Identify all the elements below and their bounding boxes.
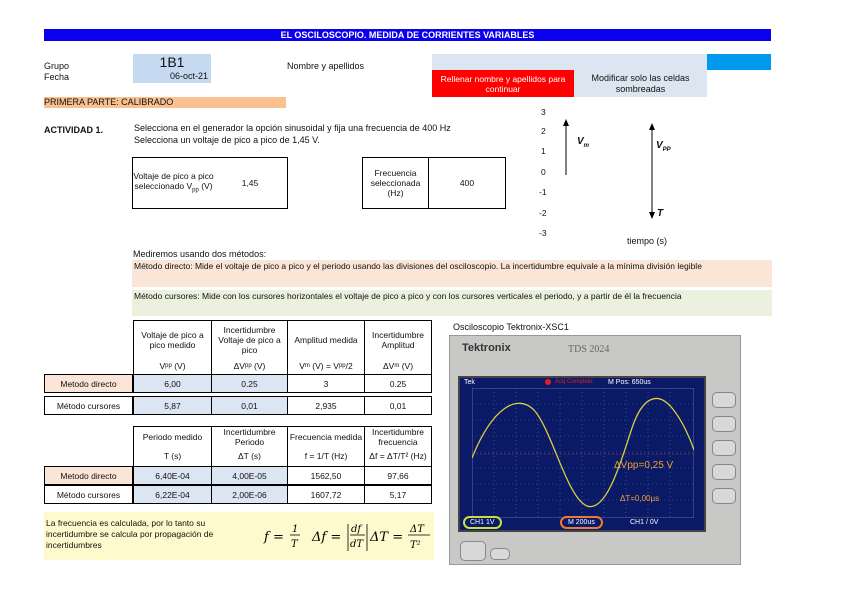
t2-unit-3: Δf = ΔT/T² (Hz) [364,446,432,466]
actividad-line1: Selecciona en el generador la opción sinusoidal y fija una frecuencia de 400 Hz [134,123,451,133]
ytick-0: 0 [541,167,546,177]
svg-text:Δf =: Δf = [312,530,342,545]
status-acq: Acq Complete [555,379,593,385]
svg-text:df: df [351,524,362,535]
t1-cell[interactable]: 6,00 [133,374,212,393]
t1-unit-2: V m (V) = V pp /2 [287,358,364,374]
scope-screen [458,376,706,532]
t2-header-2: Frecuencia medida [287,426,364,446]
t1-cell[interactable]: 0.25 [211,374,288,393]
svg-text:T²: T² [410,540,421,551]
t2-cell[interactable]: 6,40E-04 [133,466,212,485]
power-button[interactable] [460,541,486,561]
t1-unit-0: V pp (V) [133,358,211,374]
method-direct-desc: Método directo: Mide el voltaje de pico a pico y el periodo usando las divisiones del osciloscopio. La incertidumbre equivale a la mínima división legible [132,260,772,287]
t2-cell: 97,66 [364,466,432,485]
formula-svg [262,519,432,555]
vpp-arrowhead-bottom [649,212,655,219]
page-title: EL OSCILOSCOPIO. MEDIDA DE CORRIENTES VARIABLES [44,29,771,41]
ytick-m2: -2 [539,208,547,218]
grupo-value[interactable]: 1B1 [133,54,211,70]
section-header: PRIMERA PARTE: CALIBRADO [44,97,286,108]
t1-cell: 0.25 [364,374,432,393]
t1-unit-3: ΔV m (V) [364,358,432,374]
scope-brand: Tektronix [462,342,511,354]
t2-cell[interactable]: 4,00E-05 [211,466,288,485]
axis-arrows [555,115,685,225]
dt-readout: ΔT=0,00μs [620,494,660,503]
t2-row-label-cursors: Método cursores [44,485,133,504]
svg-text:ΔT =: ΔT = [370,530,404,545]
t1-header-3: Incertidumbre Amplitud [364,320,432,358]
formula-equation [262,519,432,559]
oscilloscope [449,335,741,565]
menu-button-5[interactable] [712,488,736,504]
period-label: T [657,208,664,219]
grupo-label: Grupo [44,61,70,71]
menu-button-1[interactable] [712,392,736,408]
waveform [472,398,694,506]
t1-header-0: Voltaje de pico a pico medido [133,320,211,358]
t2-header-3: Incertidumbre frecuencia [364,426,432,446]
svg-text:dT: dT [350,539,364,550]
menu-button-2[interactable] [712,416,736,432]
svg-text:T: T [291,539,298,550]
vpp-selected-label [132,157,214,209]
t2-unit-2: f = 1/T (Hz) [287,446,364,466]
vpp-selected-value[interactable]: 1,45 [213,157,288,209]
t2-cell: 5,17 [364,485,432,504]
svg-text:1: 1 [292,524,299,535]
warning-box: Rellenar nombre y apellidos para continuar [432,70,574,97]
color-block [707,54,771,70]
svg-text:ΔT: ΔT [410,524,424,535]
fecha-value[interactable]: 06-oct-21 [133,70,211,83]
t1-row-label-cursors: Método cursores [44,396,133,415]
scope-grid [472,388,694,518]
x-axis-label: tiempo (s) [627,236,668,246]
freq-selected-label: Frecuencia seleccionada (Hz) [362,157,428,209]
freq-selected-value[interactable]: 400 [428,157,506,209]
t2-header-0: Periodo medido [133,426,211,446]
ytick-1: 1 [541,146,546,156]
timebase-readout: M 200us [560,516,603,529]
t1-row-label-direct: Metodo directo [44,374,133,393]
method-cursors-desc: Método cursores: Mide con los cursores horizontales el voltaje de pico a pico y con los cursores verticales el periodo, y a partir de él la frecuencia [132,290,772,316]
t1-cell[interactable]: 0,01 [211,396,288,415]
formula-note: La frecuencia es calculada, por lo tanto su incertidumbre se calcula por propagación de incertidumbres [46,518,214,550]
ytick-m3: -3 [539,228,547,238]
t1-cell: 3 [287,374,365,393]
vpp-label: $V_{PP}$ [656,140,671,153]
status-tek: Tek [464,379,475,386]
vpp-selected-text: Voltaje de pico a pico seleccionado $V_{pp}$ (V) [133,170,214,194]
t2-unit-0: T (s) [133,446,211,466]
t1-header-2: Amplitud medida [287,320,364,358]
t2-cell[interactable]: 2,00E-06 [211,485,288,504]
t1-cell: 2,935 [287,396,365,415]
trigger-readout: CH1 / 0V [630,519,659,526]
menu-button-4[interactable] [712,464,736,480]
methods-intro: Mediremos usando dos métodos: [133,249,267,259]
nombre-label: Nombre y apellidos [287,61,365,71]
vm-arrowhead [563,119,569,126]
t2-row-label-direct: Metodo directo [44,466,133,485]
usb-port [490,548,510,560]
note-box: Modificar solo las celdas sombreadas [574,70,707,97]
fecha-label: Fecha [44,72,70,82]
ch1-readout: CH1 1V [463,516,502,529]
t1-header-1: Incertidumbre Voltaje de pico a pico [211,320,287,358]
t2-cell[interactable]: 6,22E-04 [133,485,212,504]
vm-label: $V_m$ [577,136,590,149]
t2-header-1: Incertidumbre Periodo [211,426,287,446]
svg-text:f =: f = [264,530,284,545]
actividad-label: ACTIVIDAD 1. [44,125,104,135]
t2-unit-1: ΔT (s) [211,446,287,466]
scope-model: TDS 2024 [568,344,610,355]
scope-caption: Osciloscopio Tektronix-XSC1 [453,322,569,332]
ytick-3: 3 [541,107,546,117]
dvpp-readout: ΔVpp=0,25 V [614,460,674,471]
status-pos: M Pos: 650us [608,379,651,386]
t2-cell: 1607,72 [287,485,365,504]
t1-cell: 0,01 [364,396,432,415]
ytick-m1: -1 [539,187,547,197]
t1-cell[interactable]: 5,87 [133,396,212,415]
nombre-input[interactable] [432,54,707,70]
vpp-arrowhead-top [649,123,655,130]
t2-cell: 1562,50 [287,466,365,485]
t1-unit-1: ΔV pp (V) [211,358,287,374]
ytick-2: 2 [541,126,546,136]
actividad-line2: Selecciona un voltaje de pico a pico de 1,45 V. [134,135,320,145]
menu-button-3[interactable] [712,440,736,456]
acq-dot [545,379,551,385]
